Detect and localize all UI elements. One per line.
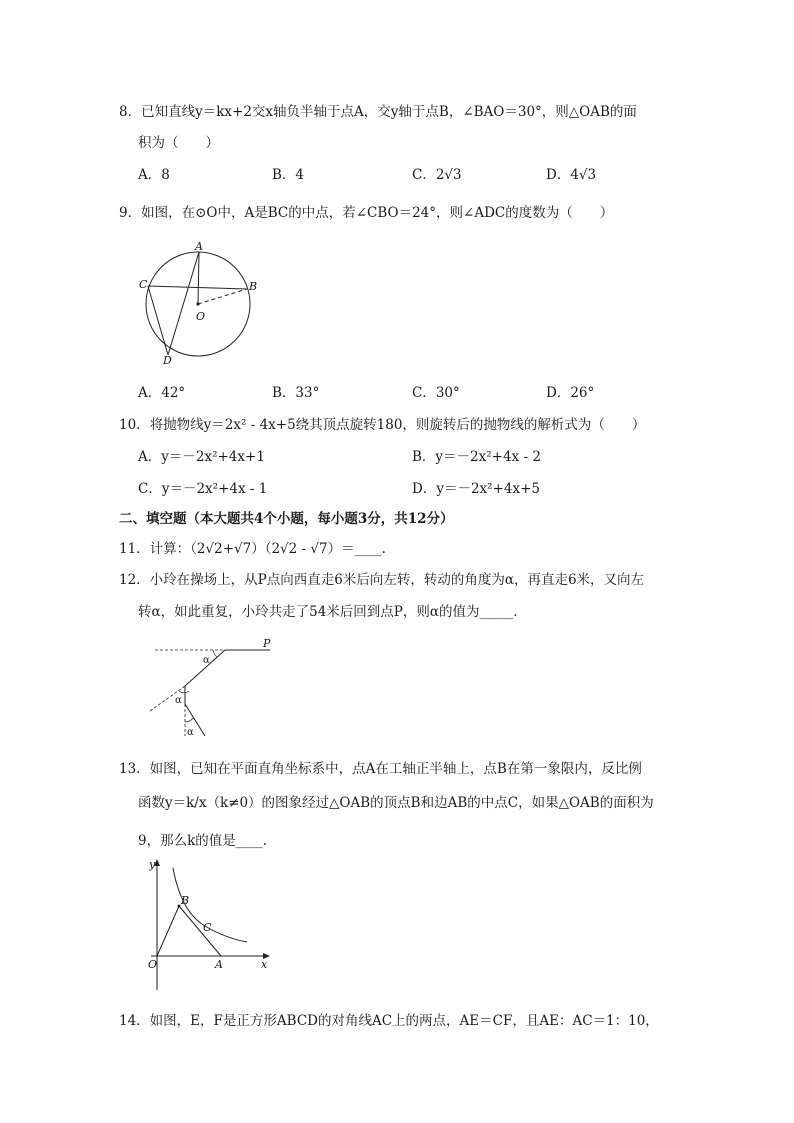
- q12-path-figure: [145, 636, 280, 742]
- q13-label-b: B: [181, 894, 190, 907]
- q13-label-x: x: [261, 958, 268, 971]
- q13-label-o: O: [148, 958, 158, 971]
- q9-circle-figure: [130, 238, 270, 366]
- q13-stem-line3: 9，那么k的值是____.: [138, 833, 268, 849]
- q8-option-d: D．4√3: [546, 167, 597, 183]
- q8-option-c: C．2√3: [412, 167, 462, 183]
- q12-label-alpha-1: α: [203, 655, 210, 666]
- q10-option-d: D．y＝－2x²+4x+5: [412, 481, 540, 497]
- q9-label-b: B: [249, 280, 258, 293]
- q10-option-c: C．y＝－2x²+4x - 1: [138, 481, 268, 497]
- q9-option-a: A．42°: [138, 385, 186, 401]
- section-title: 二、填空题（本大题共4个小题，每小题3分，共12分）: [119, 511, 454, 527]
- q12-stem-line1: 12．小玲在操场上，从P点向西直走6米后向左转，转动的角度为α，再直走6米，又向左: [119, 572, 645, 588]
- q8-option-b: B．4: [272, 167, 305, 183]
- q10-option-b: B．y＝－2x²+4x - 2: [412, 449, 541, 465]
- q9-label-d: D: [163, 354, 172, 366]
- q13-label-c: C: [203, 921, 212, 934]
- q8-stem-line2: 积为（ ）: [138, 135, 219, 151]
- q10-option-a: A．y＝－2x²+4x+1: [138, 449, 265, 465]
- q9-label-c: C: [139, 278, 148, 291]
- q13-label-y: y: [149, 858, 156, 871]
- q13-stem-line2: 函数y＝k/x（k≠0）的图象经过△OAB的顶点B和边AB的中点C，如果△OAB的面积为: [138, 795, 654, 811]
- q13-graph-figure: [145, 856, 275, 996]
- q8-option-a: A．8: [138, 167, 170, 183]
- q14-stem: 14．如图，E，F是正方形ABCD的对角线AC上的两点，AE＝CF，且AE：AC＝1：10，: [119, 1013, 659, 1029]
- q12-label-p: P: [263, 637, 271, 650]
- q9-label-a: A: [195, 240, 203, 253]
- q10-stem: 10．将抛物线y＝2x² - 4x+5绕其顶点旋转180，则旋转后的抛物线的解析式为（ ）: [119, 417, 646, 433]
- q9-stem: 9．如图，在⊙O中，A是BC的中点，若∠CBO＝24°，则∠ADC的度数为（ ）: [119, 205, 614, 221]
- q9-option-d: D．26°: [546, 385, 595, 401]
- q12-stem-line2: 转α，如此重复，小玲共走了54米后回到点P，则α的值为_____.: [138, 604, 518, 620]
- q12-label-alpha-2: α: [175, 695, 182, 706]
- q11-stem: 11．计算：（2√2+√7）（2√2 - √7）＝____.: [119, 541, 386, 557]
- q9-label-o: O: [196, 310, 206, 323]
- q12-label-alpha-3: α: [187, 727, 194, 738]
- q13-label-a: A: [215, 958, 223, 971]
- q8-stem-line1: 8．已知直线y＝kx+2交x轴负半轴于点A，交y轴于点B，∠BAO＝30°，则△OAB的面: [119, 104, 637, 120]
- q9-option-c: C．30°: [412, 385, 460, 401]
- q9-option-b: B．33°: [272, 385, 320, 401]
- q13-stem-line1: 13．如图，已知在平面直角坐标系中，点A在工轴正半轴上，点B在第一象限内，反比例: [119, 761, 642, 777]
